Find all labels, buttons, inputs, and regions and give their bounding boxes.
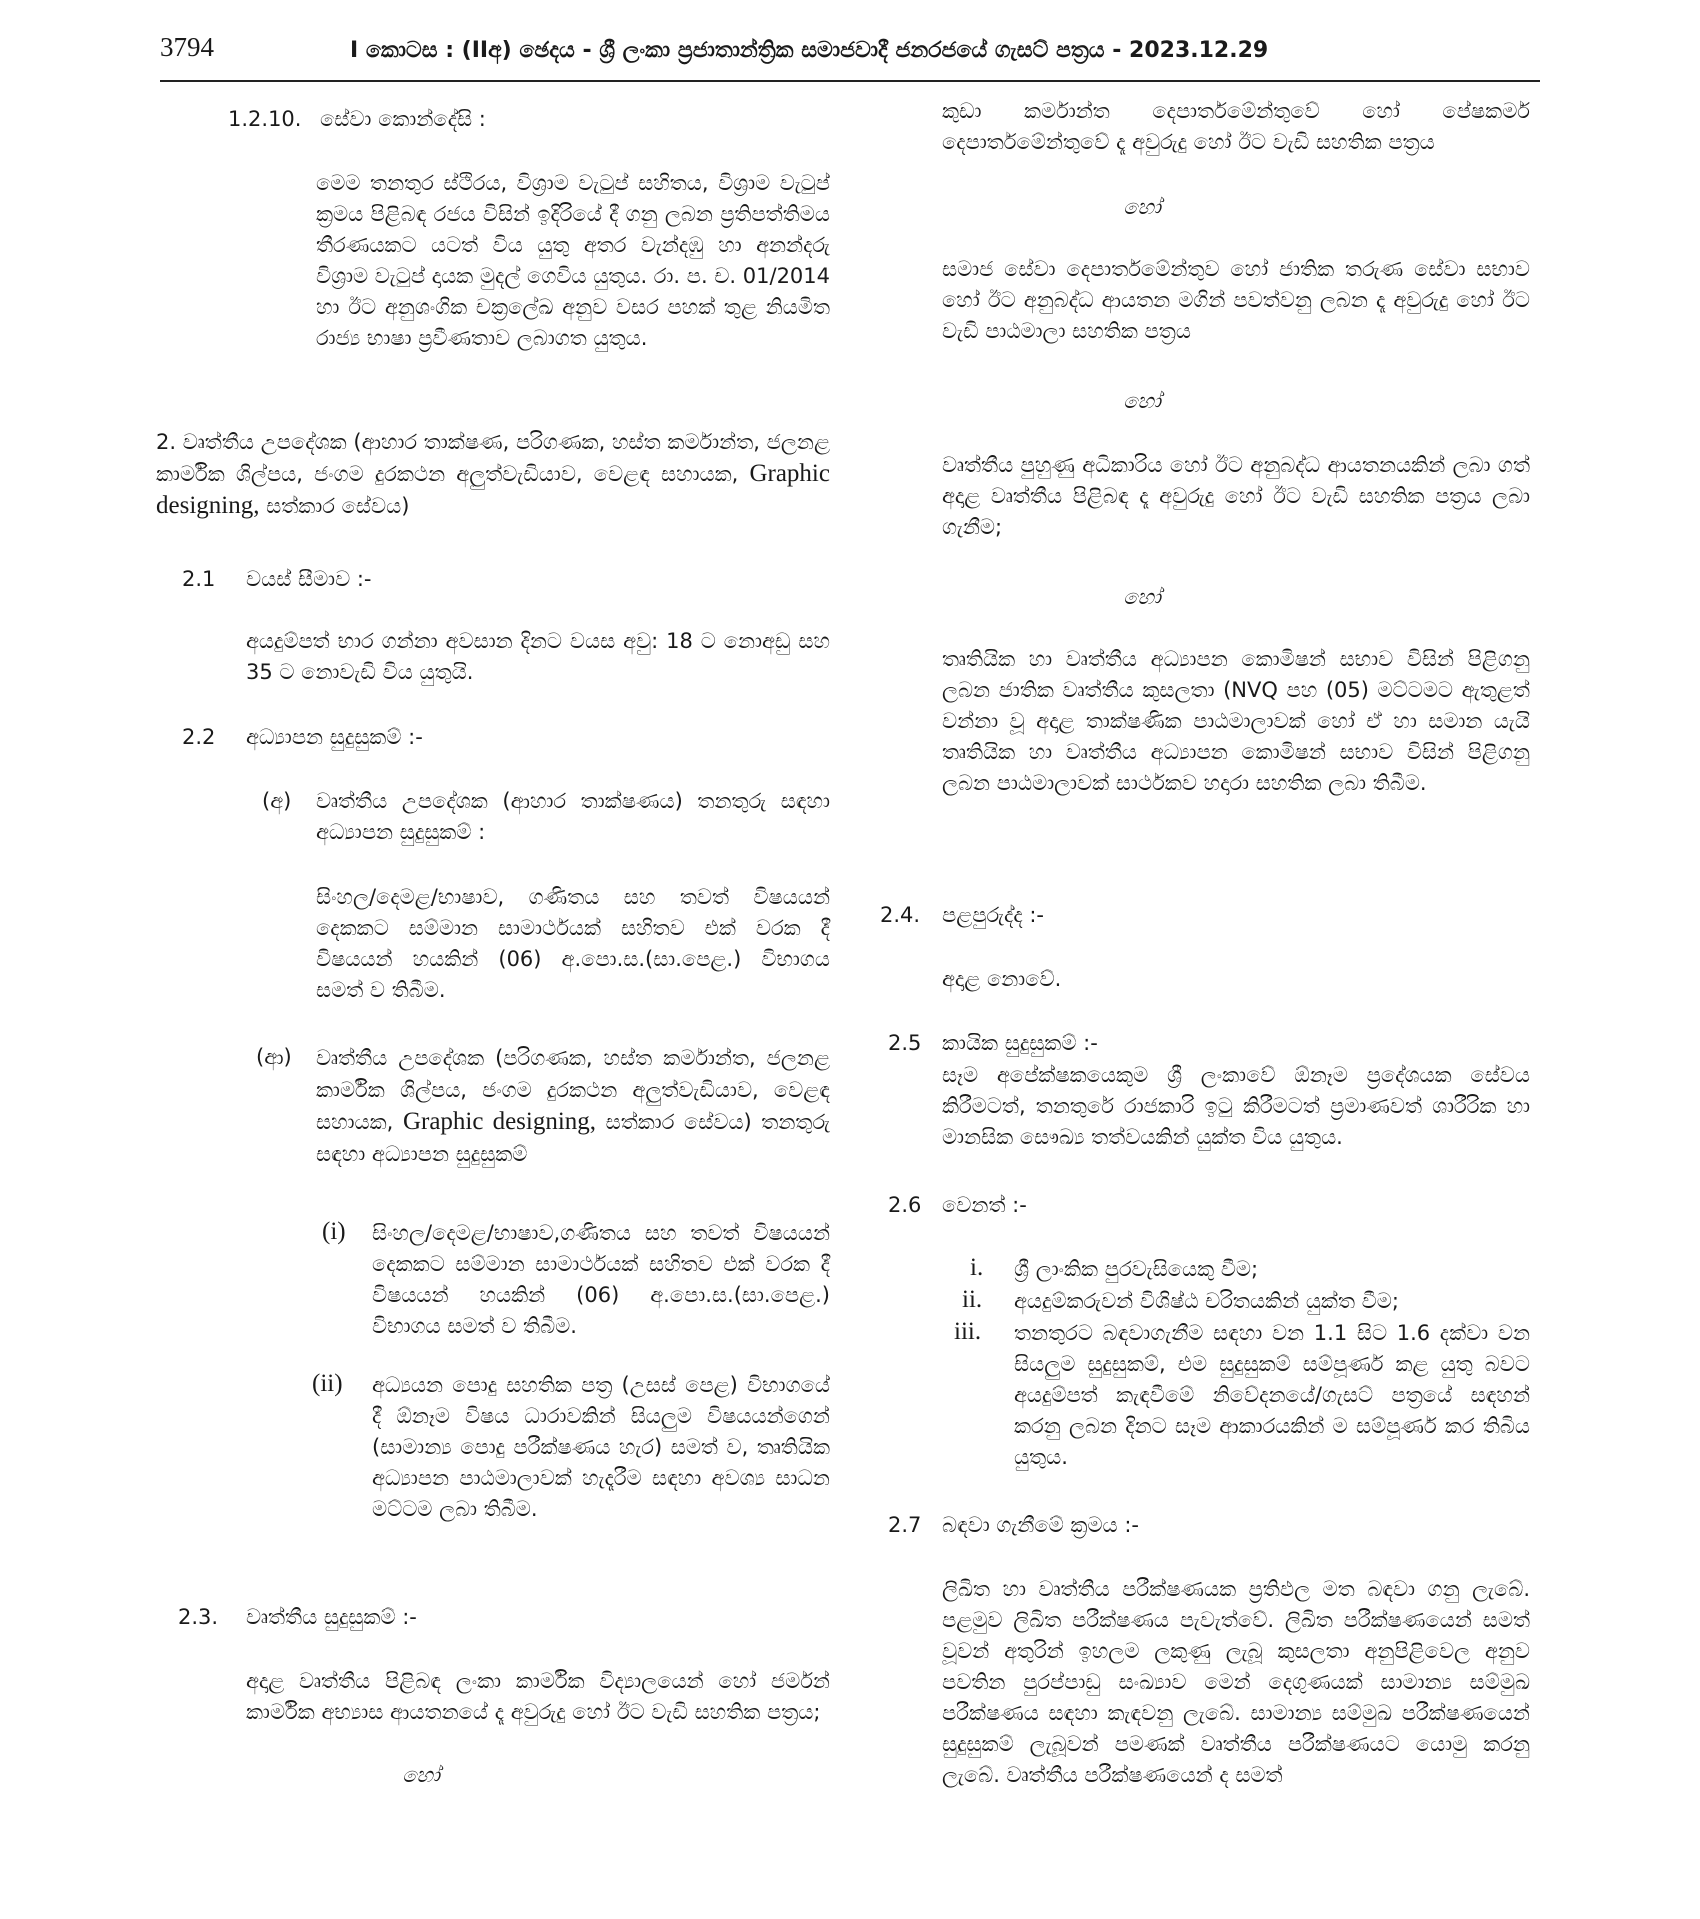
item-i-body: සිංහල/දෙමළ/භාෂාව,ගණිතය සහ තවත් විෂයයන් දෙකකට සම්මාන සාමාර්ථයක් සහිතව එක් වරක දී විෂයයන් හයකින් (06) අ.පො.ස.(සා.පෙළ.) විභාගය සමත් ව තිබීම. [372,1221,830,1338]
right-p4: තෘතියික හා වෘත්තීය අධ්‍යාපන කොමිෂන් සභාව විසින් පිළිගනු ලබන ජාතික වෘත්තීය කුසලතා (NVQ පහ (05) මට්ටමට ඇතුළත් වන්නා වූ අදාළ තාක්ෂණික පාඨමාලාවක් හෝ ඒ හා සමාන යැයි තෘතියික හා වෘත්තීය අධ්‍යාපන කොමිෂන් සභාව විසින් පිළිගනු ලබන පාඨමාලාවක් සාර්ථකව හදාරා සහතික ලබා තිබීම. [942,647,1530,795]
running-title: I කොටස : (IIඅ) ඡෙදය - ශ්‍රී ලංකා ප්‍රජාතාන්ත්‍රික සමාජවාදී ජනරජයේ ගැසට් පත්‍රය - 2023.12.29 [350,38,1269,63]
li1-label: i. [970,1254,984,1281]
s1210-body: මෙම තනතුර ස්ථිරය, විශ්‍රාම වැටුප් සහිතය, විශ්‍රාම වැටුප් ක්‍රමය පිළිබඳ රජය විසින් ඉදිරියේ දී ගනු ලබන ප්‍රතිපත්තිමය තීරණයකට යටත් විය යුතු අතර වැන්දඹු හා අනන්දරු විශ්‍රාම වැටුප් දායක මුදල් ගෙවිය යුතුය. රා. ප. ච. 01/2014 හා ඊට අනුශංගික චක්‍රලේඛ අනුව වසර පහක් තුළ නියමිත රාජ්‍ය භාෂා ප්‍රවීණතාව ලබාගත යුතුය. [316,171,831,350]
s24-num: 2.4. [880,903,921,927]
s23-title: වෘත්තීය සුදුසුකම් :- [246,1605,417,1629]
s27-title: බඳවා ගැනීමේ ක්‍රමය :- [942,1513,1139,1537]
s21-title: වයස් සීමාව :- [246,567,372,591]
s24-body: අදාළ නොවේ. [942,967,1062,991]
list-item: තනතුරට බඳවාගැනීම සඳහා වන 1.1 සිට 1.6 දක්වා වන සියලුම සුදුසුකම්, එම සුදුසුකම් සම්පූර්ණ කළ යුතු බවට අයදුම්පත් කැඳවීමේ නිවේදනයේ/ගැසට් පත්‍රයේ සඳහන් කරනු ලබන දිනට සෑම ආකාරයකින් ම සම්පූර්ණ කර තිබිය යුතුය. [1014,1321,1530,1469]
right-p2: සමාජ සේවා දෙපාර්තමේන්තුව හෝ ජාතික තරුණ සේවා සභාව හෝ ඊට අනුබද්ධ ආයතන මගින් පවත්වනු ලබන දෑ අවුරුදු හෝ ඊට වැඩි පාඨමාලා සහතික පත්‍රය [942,257,1530,343]
item-aa-label: (ආ) [256,1045,292,1069]
or-separator: හෝ [1123,195,1161,219]
li3-label: iii. [954,1318,982,1345]
s23-num: 2.3. [178,1605,219,1629]
li2-label: ii. [962,1286,983,1313]
section-2-title: 2. වෘත්තීය උපදේශක (ආහාර තාක්ෂණ, පරිගණක, හස්ත කර්මාන්ත, ජලනළ කාර්මික ශිල්පය, ජංගම දුරකථන අලුත්වැඩියාව, වෙළඳ සහායක, Graphic designing, සත්කාර සේවය) [156,430,830,519]
item-a-title: වෘත්තීය උපදේශක (ආහාර තාක්ෂණය) තනතුරු සඳහා අධ්‍යාපන සුදුසුකම් : [316,789,830,844]
item-ii-label: (ii) [312,1370,343,1397]
item-aa-title: වෘත්තීය උපදේශක (පරිගණක, හස්ත කර්මාන්ත, ජලනළ කාර්මික ශිල්පය, ජංගම දුරකථන අලුත්වැඩියාව, වෙළඳ සහායක, Graphic designing, සත්කාර සේවය) තනතුරු සඳහා අධ්‍යාපන සුදුසුකම් [316,1046,831,1166]
page-header [160,30,1540,82]
item-a-body: සිංහල/දෙමළ/භාෂාව, ගණිතය සහ තවත් විෂයයන් දෙකකට සම්මාන සාමාර්ථයක් සහිතව එක් වරක දී විෂයයන් හයකින් (06) අ.පො.ස.(සා.පෙළ.) විභාගය සමත් ව තිබීම. [316,885,830,1002]
right-p3: වෘත්තීය පුහුණු අධිකාරිය හෝ ඊට අනුබද්ධ ආයතනයකින් ලබා ගත් අදාළ වෘත්තීය පිළිබඳ දෑ අවුරුදු හෝ ඊට වැඩි සහතික පත්‍රය ලබා ගැනීම; [942,453,1530,539]
s21-body: අයදුම්පත් භාර ගන්නා අවසාන දිනට වයස අවු: 18 ට නොඅඩු සහ 35 ට නොවැඩි විය යුතුයි. [246,629,830,684]
s1210-title: සේවා කොන්දේසි : [320,107,486,131]
s21-num: 2.1 [182,567,216,591]
s22-num: 2.2 [182,725,216,749]
s25-num: 2.5 [888,1031,922,1055]
or-separator: හෝ [1123,585,1161,609]
page-number: 3794 [160,32,214,62]
s22-title: අධ්‍යාපන සුදුසුකම් :- [246,725,423,749]
or-separator: හෝ [402,1763,440,1787]
s25-title: කායික සුදුසුකම් :- [942,1031,1098,1055]
item-ii-body: අධ්‍යයන පොදු සහතික පත්‍ර (උසස් පෙළ) විභාගයේ දී ඕනෑම විෂය ධාරාවකින් සියලුම විෂයයන්ගෙන් (සාමාන්‍ය පොදු පරීක්ෂණය හැර) සමත් ව, තෘතියික අධ්‍යාපන පාඨමාලාවක් හැදෑරීම සඳහා අවශ්‍ය සාධන මට්ටම ලබා තිබීම. [372,1373,830,1521]
list-item: ශ්‍රී ලාංකික පුරවැසියෙකු වීම; [1014,1257,1259,1281]
or-separator: හෝ [1123,389,1161,413]
right-p1: කුඩා කර්මාන්ත දෙපාර්තමේන්තුවේ හෝ පේෂකර්ම දෙපාර්තමේන්තුවේ දෑ අවුරුදු හෝ ඊට වැඩි සහතික පත්‍රය [942,99,1530,154]
item-a-label: (අ) [262,789,292,813]
item-i-label: (i) [322,1218,346,1245]
s26-num: 2.6 [888,1193,922,1217]
s1210-num: 1.2.10. [228,107,302,131]
s26-title: වෙනත් :- [942,1193,1027,1217]
s25-body: සෑම අපේක්ෂකයෙකුම ශ්‍රී ලංකාවේ ඕනෑම ප්‍රදේශයක සේවය කිරීමටත්, තනතුරේ රාජකාරි ඉටු කිරීමටත් ප්‍රමාණවත් ශාරීරික හා මානසික සෞඛ්‍ය තත්වයකින් යුක්ත විය යුතුය. [942,1063,1530,1149]
s23-body: අදාළ වෘත්තීය පිළිබඳ ලංකා කාර්මික විද්‍යාලයෙන් හෝ ජර්මන් කාර්මික අභ්‍යාස ආයතනයේ දෑ අවුරුදු හෝ ඊට වැඩි සහතික පත්‍රය; [246,1669,830,1724]
s27-num: 2.7 [888,1513,922,1537]
list-item: අයදුම්කරුවන් විශිෂ්ඨ චරිතයකින් යුක්ත වීම; [1014,1289,1399,1313]
s24-title: පළපුරුද්ද :- [942,903,1044,927]
s27-body: ලිඛිත හා වෘත්තීය පරීක්ෂණයක ප්‍රතිඵල මත බඳවා ගනු ලැබේ. පළමුව ලිඛිත පරීක්ෂණය පැවැත්වේ. ලිඛිත පරීක්ෂණයෙන් සමත් වූවන් අතුරින් ඉහලම ලකුණු ලැබූ කුසලතා අනුපිළිවෙල අනුව පවතින පුරප්පාඩු සංඛ්‍යාව මෙන් දෙගුණයක් සාමාන්‍ය සම්මුඛ පරීක්ෂණය සඳහා කැඳවනු ලැබේ. සාමාන්‍ය සම්මුඛ පරීක්ෂණයෙන් සුදුසුකම් ලැබූවන් පමණක් වෘත්තීය පරීක්ෂණයට යොමු කරනු ලැබේ. වෘත්තීය පරීක්ෂණයෙන් ද සමත් [942,1577,1530,1787]
